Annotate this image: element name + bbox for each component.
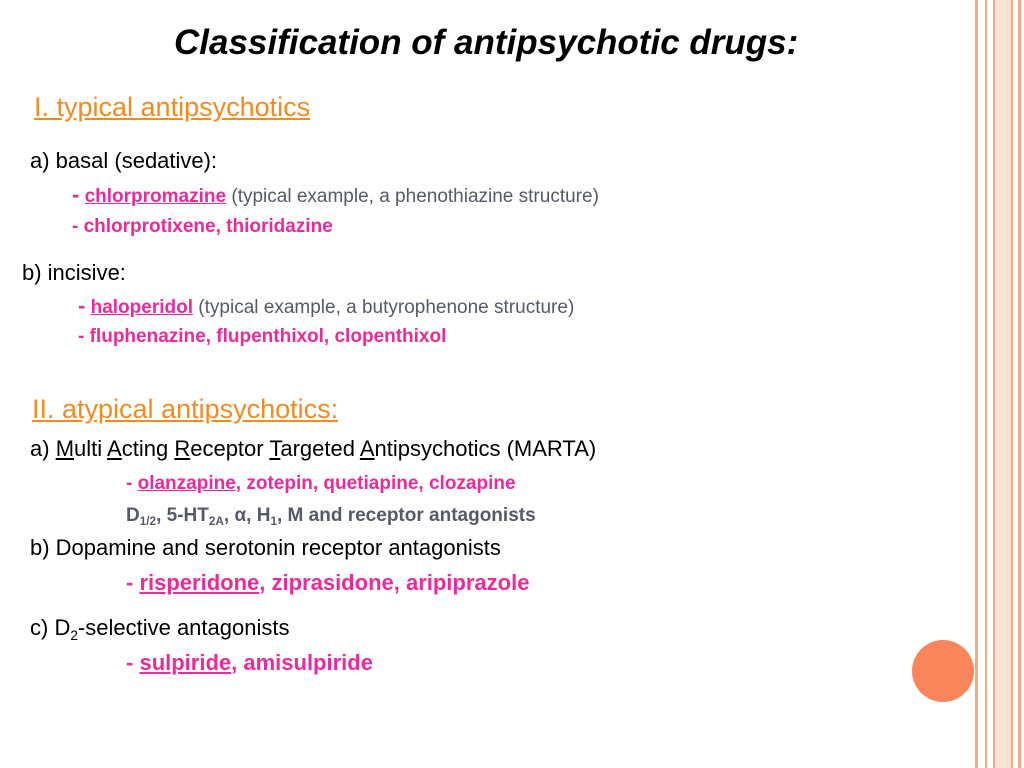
dash: -	[126, 473, 138, 494]
drug-list: , amisulpiride	[231, 650, 373, 675]
label-word: argeted	[280, 436, 360, 461]
subsection-d2-selective	[30, 615, 290, 643]
drug-line-incisive-1	[78, 295, 574, 317]
acronym-letter: R	[174, 436, 191, 461]
dash: -	[126, 650, 140, 675]
drug-list: , zotepin, quetiapine, clozapine	[235, 473, 516, 494]
decorative-circle	[912, 640, 974, 702]
drug-name: sulpiride	[139, 650, 232, 675]
section-heading-atypical: II. atypical antipsychotics:	[32, 394, 339, 424]
dash: -	[126, 570, 140, 595]
border-stripe	[975, 0, 978, 768]
label-word: ntipsychotics (MARTA)	[374, 436, 597, 461]
drug-line-basal-1	[72, 184, 599, 206]
subsection-basal: a) basal (sedative):	[30, 148, 218, 173]
receptor-subscript: 1/2	[139, 515, 157, 529]
receptor-text: , α, H	[223, 505, 271, 526]
receptor-text: , 5-HT	[156, 505, 209, 526]
subsection-incisive: b) incisive:	[22, 260, 126, 285]
dash: -	[78, 293, 86, 318]
slide-title: Classification of antipsychotic drugs:	[174, 23, 799, 62]
drug-line-marta	[126, 474, 516, 493]
acronym-letter: A	[107, 436, 122, 461]
receptor-subscript: 1	[270, 515, 277, 529]
receptor-line-marta	[126, 505, 536, 529]
border-stripe	[985, 0, 987, 768]
label-word: cting	[121, 436, 175, 461]
label-text: c) D	[30, 615, 71, 640]
label-subscript: 2	[70, 627, 78, 643]
acronym-letter: M	[55, 436, 75, 461]
drug-line-d2-selective	[126, 652, 373, 674]
dash: -	[72, 182, 80, 207]
drug-name: haloperidol	[90, 297, 194, 318]
label-prefix: a)	[30, 436, 56, 461]
acronym-letter: A	[359, 436, 375, 461]
drug-line-basal-2: - chlorprotixene, thioridazine	[72, 216, 333, 237]
border-band	[993, 0, 1013, 768]
drug-name: chlorpromazine	[84, 186, 227, 207]
section-heading-typical: I. typical antipsychotics	[34, 92, 311, 122]
subsection-marta	[30, 438, 596, 460]
receptor-text: D	[126, 505, 140, 526]
label-word: eceptor	[190, 436, 270, 461]
border-stripe	[1018, 0, 1021, 768]
drug-note: (typical example, a butyrophenone structure)	[198, 297, 575, 318]
receptor-text: , M and receptor antagonists	[277, 505, 536, 526]
receptor-subscript: 2A	[208, 515, 224, 529]
label-word: ulti	[74, 436, 108, 461]
acronym-letter: T	[269, 436, 281, 461]
drug-list: , ziprasidone, aripiprazole	[259, 570, 530, 595]
drug-line-dopamine-serotonin	[126, 572, 529, 594]
subsection-dopamine-serotonin: b) Dopamine and serotonin receptor antagonists	[30, 535, 501, 560]
drug-note: (typical example, a phenothiazine structure)	[231, 186, 599, 207]
label-text: -selective antagonists	[77, 615, 290, 640]
drug-line-incisive-2: - fluphenazine, flupenthixol, clopenthixol	[78, 326, 447, 347]
drug-name: olanzapine	[137, 473, 236, 494]
drug-name: risperidone	[139, 570, 260, 595]
